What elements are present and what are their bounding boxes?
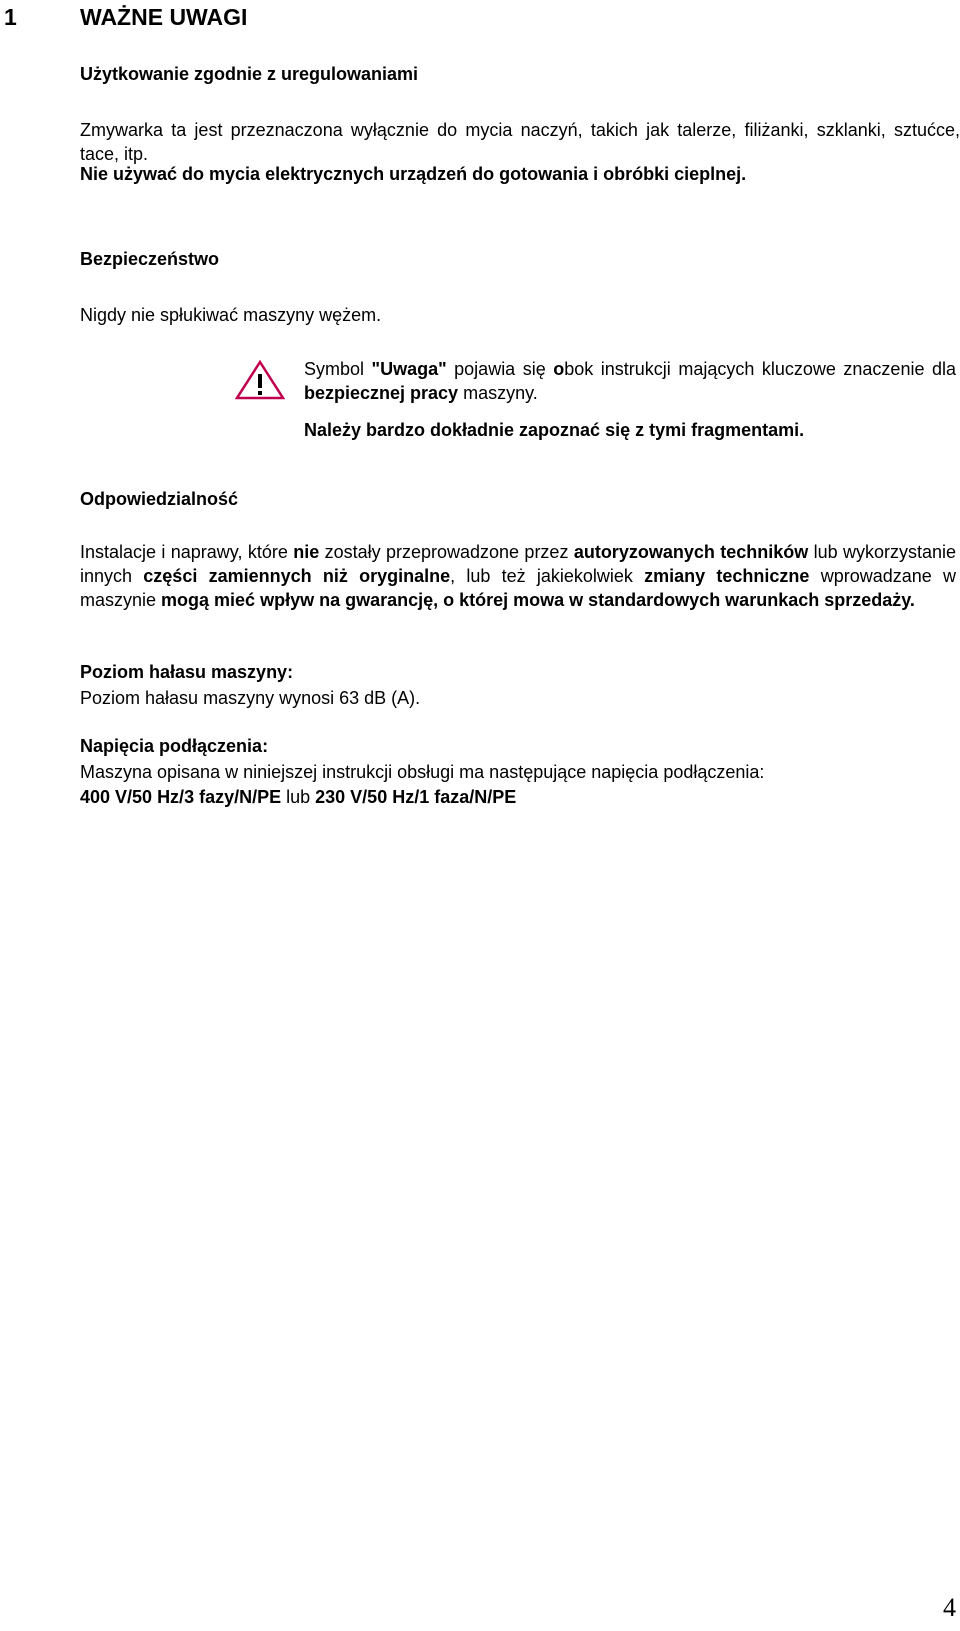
usage-text: Zmywarka ta jest przeznaczona wyłącznie do mycia naczyń, takich jak talerze, filiżanki, szklanki, sztućce, tace, itp.: [80, 120, 960, 164]
noise-heading: Poziom hałasu maszyny:: [80, 662, 294, 682]
voltage-values: 400 V/50 Hz/3 fazy/N/PE lub 230 V/50 Hz/1 faza/N/PE: [80, 787, 517, 807]
page-number: 4: [943, 1593, 956, 1622]
liability-text: Instalacje i naprawy, które nie zostały przeprowadzone przez autoryzowanych techników lub wykorzystanie innych części zamiennych niż oryginalne, lub też jakiekolwiek zmiany techniczne wprowadzane w maszynie mogą mieć wpływ na gwarancję, o której mowa w standardowych warunkach sprzedaży.: [80, 542, 957, 610]
section-number: 1: [4, 4, 17, 30]
warning-triangle-icon: [235, 360, 285, 400]
noise-text: Poziom hałasu maszyny wynosi 63 dB (A).: [80, 688, 421, 708]
safety-heading: Bezpieczeństwo: [80, 249, 220, 269]
safety-text: Nigdy nie spłukiwać maszyny wężem.: [80, 305, 382, 325]
page-title: WAŻNE UWAGI: [80, 4, 248, 30]
usage-warning: Nie używać do mycia elektrycznych urządzeń do gotowania i obróbki cieplnej.: [80, 164, 747, 184]
voltage-text: Maszyna opisana w niniejszej instrukcji obsługi ma następujące napięcia podłączenia:: [80, 762, 765, 782]
safety-notice: Symbol "Uwaga" pojawia się obok instrukcji mających kluczowe znaczenie dla bezpiecznej pracy maszyny.: [304, 359, 956, 403]
liability-heading: Odpowiedzialność: [80, 489, 239, 509]
safety-emphasis: Należy bardzo dokładnie zapoznać się z tymi fragmentami.: [304, 420, 805, 440]
usage-heading: Użytkowanie zgodnie z uregulowaniami: [80, 64, 419, 84]
voltage-heading: Napięcia podłączenia:: [80, 736, 269, 756]
